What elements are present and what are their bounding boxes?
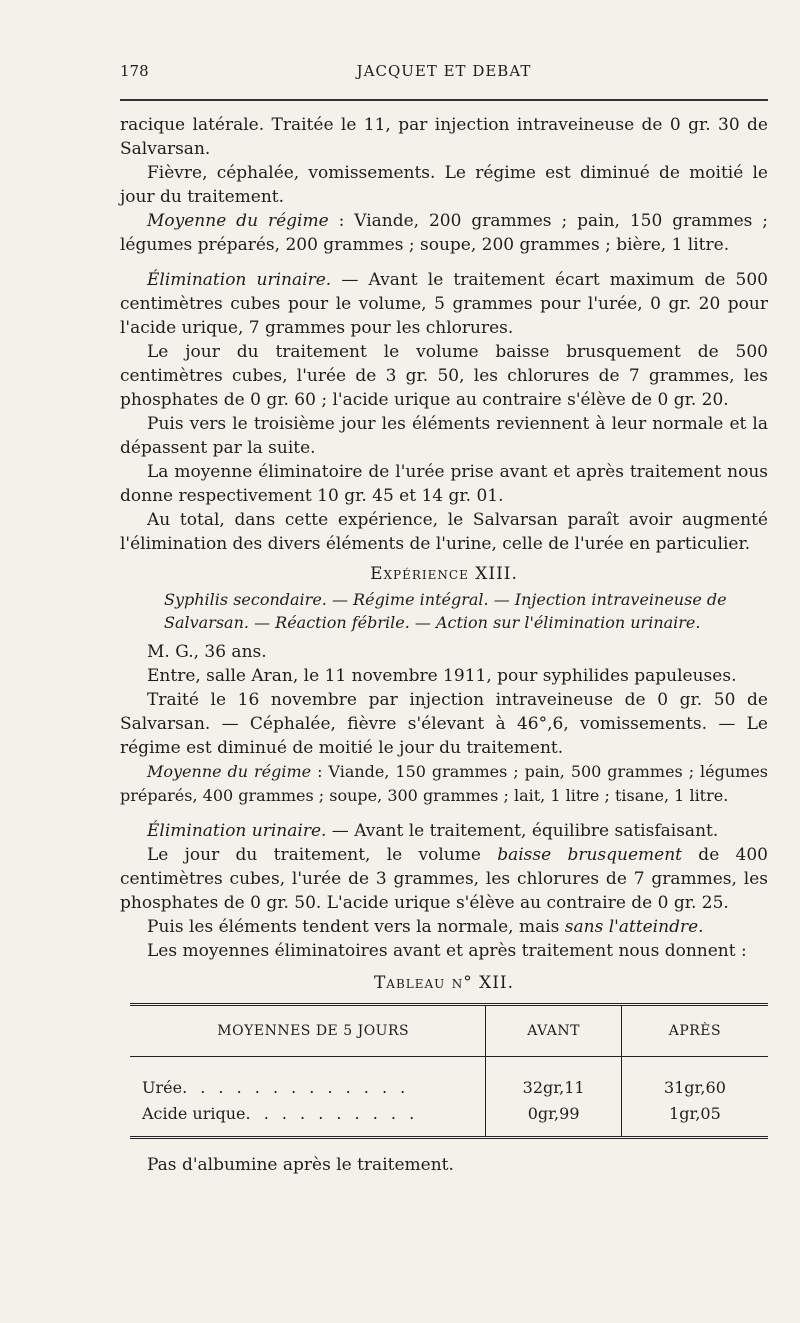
paragraph: racique latérale. Traitée le 11, par injection intraveineuse de 0 gr. 30 de Salvarsan. (120, 115, 768, 159)
paragraph-text: Le jour du traitement, le volume (147, 845, 498, 865)
paragraph: Entre, salle Aran, le 11 novembre 1911, pour syphilides papuleuses. (147, 666, 737, 686)
paragraph-label: Élimination urinaire. (147, 821, 327, 841)
page-header (120, 62, 768, 80)
experience-subtitle (120, 588, 768, 634)
paragraph-label: Élimination urinaire. (147, 270, 332, 290)
column-header: AVANT (486, 1005, 621, 1057)
paragraph (120, 819, 768, 843)
paragraph-text: Puis les éléments tendent vers la normale, mais (147, 917, 565, 937)
experience-heading: Expérience XIII. (370, 564, 518, 584)
row-label-text: Acide urique (142, 1104, 246, 1123)
page-number: 178 (120, 62, 149, 80)
column-header: MOYENNES DE 5 JOURS (130, 1005, 486, 1057)
paragraph (120, 209, 768, 257)
paragraph (120, 760, 768, 808)
cell-avant: 32gr,11 (486, 1075, 621, 1101)
paragraph: La moyenne éliminatoire de l'urée prise avant et après traitement nous donne respectivement 10 gr. 45 et 14 gr. 01. (120, 462, 768, 506)
row-label (130, 1101, 486, 1138)
dot-leader: . . . . . . . . . . (245, 1104, 419, 1123)
paragraph: Les moyennes éliminatoires avant et après traitement nous donnent : (147, 941, 747, 961)
table-row (130, 1075, 768, 1101)
header-rule (120, 99, 768, 101)
emphasis: sans l'atteindre. (564, 917, 704, 937)
subtitle-line: Syphilis secondaire. — Régime intégral. — Injection intraveineuse de (164, 590, 727, 609)
paragraph-text: : Viande, 150 grammes ; pain, 500 grammes ; légumes préparés, 400 grammes ; soupe, 300 grammes ; lait, 1 litre ; tisane, 1 litre. (120, 762, 769, 805)
patient-info: M. G., 36 ans. (147, 642, 267, 662)
subtitle-line: Salvarsan. — Réaction fébrile. — Action sur l'élimination urinaire. (164, 613, 701, 632)
paragraph-label: Moyenne du régime (147, 762, 312, 781)
paragraph (120, 268, 768, 340)
paragraph-label: Moyenne du régime (147, 211, 329, 231)
paragraph: Au total, dans cette expérience, le Salvarsan paraît avoir augmenté l'élimination des divers éléments de l'urine, celle de l'urée en particulier. (120, 510, 768, 554)
row-label (130, 1075, 486, 1101)
table-title: Tableau n° XII. (373, 973, 515, 993)
table-header-row (130, 1005, 768, 1057)
paragraph-text: : Viande, 200 grammes ; pain, 150 grammes ; légumes préparés, 200 grammes ; soupe, 200 grammes ; bière, 1 litre. (120, 211, 769, 255)
cell-apres: 31gr,60 (621, 1075, 768, 1101)
paragraph (120, 915, 768, 939)
paragraph-text: — Avant le traitement écart maximum de 500 centimètres cubes pour le volume, 5 grammes pour l'urée, 0 gr. 20 pour l'acide urique, 7 grammes pour les chlorures. (120, 270, 768, 338)
paragraph-text: de 400 centimètres cubes, l'urée de 3 grammes, les chlorures de 7 grammes, les phosphates de 0 gr. 50. L'acide urique s'élève au contraire de 0 gr. 25. (120, 845, 768, 913)
results-table (130, 1003, 768, 1139)
emphasis: baisse brusquement (497, 845, 683, 865)
paragraph (120, 843, 768, 915)
footer-note: Pas d'albumine après le traitement. (147, 1155, 454, 1175)
table-row (130, 1101, 768, 1138)
cell-apres: 1gr,05 (621, 1101, 768, 1138)
dot-leader: . . . . . . . . . . . . . (182, 1078, 410, 1097)
paragraph-text: — Avant le traitement, équilibre satisfaisant. (326, 821, 719, 841)
paragraph: Traité le 16 novembre par injection intraveineuse de 0 gr. 50 de Salvarsan. — Céphalée, fièvre s'élevant à 46°,6, vomissements. — Le régime est diminué de moitié le jour du traitement. (120, 690, 768, 758)
cell-avant: 0gr,99 (486, 1101, 621, 1138)
paragraph: Fièvre, céphalée, vomissements. Le régime est diminué de moitié le jour du traitement. (120, 163, 768, 207)
running-title: JACQUET ET DEBAT (356, 62, 532, 80)
row-label-text: Urée (142, 1078, 183, 1097)
paragraph: Puis vers le troisième jour les éléments reviennent à leur normale et la dépassent par la suite. (120, 414, 768, 458)
column-header: APRÈS (621, 1005, 768, 1057)
body-text (120, 113, 768, 1177)
paragraph: Le jour du traitement le volume baisse brusquement de 500 centimètres cubes, l'urée de 3 gr. 50, les chlorures de 7 grammes, les phosphates de 0 gr. 60 ; l'acide urique au contraire s'élève de 0 gr. 20. (120, 342, 768, 410)
